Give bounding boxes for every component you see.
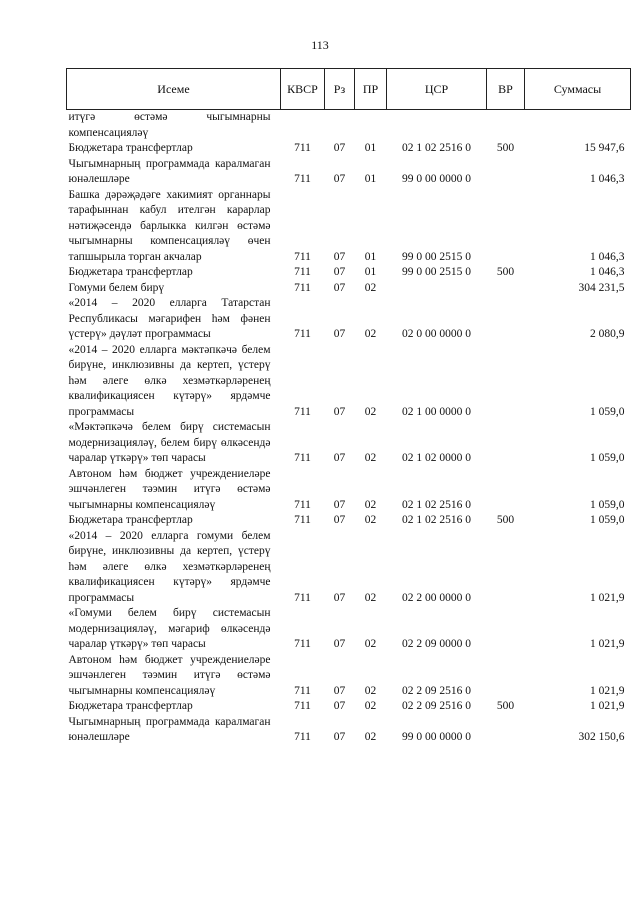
cell-kvsr: 711 bbox=[294, 173, 311, 185]
cell-csr: 99 0 00 2515 0 bbox=[402, 266, 471, 278]
page-number: 113 bbox=[311, 38, 329, 52]
cell-vr: 500 bbox=[496, 142, 515, 154]
cell-rz: 07 bbox=[333, 700, 346, 712]
cell-kvsr: 711 bbox=[294, 591, 311, 604]
cell-pr: 02 bbox=[364, 514, 377, 526]
cell-rz: 07 bbox=[333, 591, 346, 604]
header-pr: ПР bbox=[355, 69, 387, 110]
cell-rz: 07 bbox=[333, 638, 346, 650]
cell-pr bbox=[355, 110, 387, 142]
header-rz: Рз bbox=[325, 69, 355, 110]
table-row bbox=[67, 715, 631, 746]
cell-csr: 02 0 00 0000 0 bbox=[402, 328, 471, 340]
cell-vr bbox=[487, 715, 525, 746]
cell-sum: 1 021,9 bbox=[590, 591, 625, 604]
cell-name: Бюджетара трансфертлар bbox=[68, 700, 193, 712]
cell-pr: 02 bbox=[364, 638, 377, 650]
cell-pr: 02 bbox=[364, 328, 377, 340]
cell-csr: 02 1 02 0000 0 bbox=[402, 452, 471, 464]
cell-kvsr: 711 bbox=[294, 731, 311, 743]
cell-name: Бюджетара трансфертлар bbox=[68, 266, 193, 278]
cell-pr: 01 bbox=[364, 142, 377, 154]
cell-name: Чыгымнарның программада каралмаган юнәлешләре bbox=[68, 715, 271, 743]
cell-csr: 02 1 02 2516 0 bbox=[402, 142, 471, 154]
cell-sum: 1 059,0 bbox=[590, 405, 625, 418]
cell-pr: 01 bbox=[364, 266, 377, 278]
cell-rz: 07 bbox=[333, 328, 346, 340]
cell-vr bbox=[487, 467, 525, 514]
cell-vr bbox=[487, 110, 525, 142]
cell-kvsr: 711 bbox=[294, 250, 311, 263]
cell-kvsr: 711 bbox=[294, 328, 311, 340]
cell-kvsr: 711 bbox=[294, 142, 311, 154]
table-row bbox=[67, 157, 631, 188]
cell-vr bbox=[487, 281, 525, 297]
cell-pr: 01 bbox=[364, 250, 377, 263]
cell-csr: 02 2 00 0000 0 bbox=[402, 591, 471, 604]
cell-rz: 07 bbox=[333, 142, 346, 154]
table-row bbox=[67, 265, 631, 281]
cell-vr bbox=[487, 343, 525, 421]
cell-pr: 02 bbox=[364, 281, 377, 294]
cell-pr: 02 bbox=[364, 591, 377, 604]
header-vr: ВР bbox=[487, 69, 525, 110]
cell-sum: 1 059,0 bbox=[590, 498, 625, 511]
cell-kvsr: 711 bbox=[294, 405, 311, 418]
cell-sum: 1 059,0 bbox=[590, 514, 625, 526]
cell-vr: 500 bbox=[496, 700, 515, 712]
cell-sum: 1 021,9 bbox=[590, 684, 625, 697]
cell-vr bbox=[487, 157, 525, 188]
cell-vr bbox=[487, 653, 525, 700]
cell-rz: 07 bbox=[333, 498, 346, 511]
cell-sum: 304 231,5 bbox=[578, 281, 625, 294]
cell-rz: 07 bbox=[333, 281, 346, 294]
cell-kvsr: 711 bbox=[294, 452, 311, 464]
cell-kvsr: 711 bbox=[294, 638, 311, 650]
cell-vr bbox=[487, 296, 525, 343]
cell-pr: 02 bbox=[364, 684, 377, 697]
cell-name: «Мәктәпкәчә белем бирү системасын модернизацияләү, белем бирү өлкәсендә чаралар үткәрү» төп чарасы bbox=[68, 421, 271, 464]
cell-vr: 500 bbox=[496, 514, 515, 526]
cell-sum: 1 021,9 bbox=[590, 638, 625, 650]
cell-vr bbox=[487, 420, 525, 467]
cell-name: Автоном һәм бюджет учреждениеләре эшчәнлеген тәэмин итүгә өстәмә чыгымнарны компенсацияләү bbox=[68, 467, 271, 511]
table-row bbox=[67, 420, 631, 467]
cell-name: «2014 – 2020 елларга гомуми белем бирүне, инклюзивны да кертеп, үстерү һәм әлеге өлкә хезмәткәрләренең квалификациясен күтәрү» ярдәмче программасы bbox=[68, 529, 271, 604]
header-name: Исеме bbox=[67, 69, 281, 110]
cell-name: Башка дәрәҗәдәге хакимият органнары тарафыннан кабул ителгән карарлар нәтиҗәсендә барлыкка килгән өстәмә чыгымнарны компенсацияләү өчен тапшырыла торган акчалар bbox=[68, 188, 271, 263]
cell-rz: 07 bbox=[333, 250, 346, 263]
table-row bbox=[67, 513, 631, 529]
table-row bbox=[67, 606, 631, 653]
cell-pr: 02 bbox=[364, 498, 377, 511]
cell-rz: 07 bbox=[333, 173, 346, 185]
header-sum: Суммасы bbox=[525, 69, 631, 110]
cell-rz: 07 bbox=[333, 684, 346, 697]
cell-csr: 02 2 09 2516 0 bbox=[402, 700, 471, 712]
cell-kvsr: 711 bbox=[294, 700, 311, 712]
cell-sum bbox=[525, 110, 631, 142]
cell-vr bbox=[487, 188, 525, 266]
cell-csr: 02 1 02 2516 0 bbox=[402, 514, 471, 526]
cell-name: Гомуми белем бирү bbox=[68, 281, 165, 294]
table-row bbox=[67, 467, 631, 514]
table-row bbox=[67, 653, 631, 700]
cell-sum: 1 046,3 bbox=[590, 173, 625, 185]
cell-sum: 1 059,0 bbox=[590, 452, 625, 464]
table-row bbox=[67, 281, 631, 297]
header-csr: ЦСР bbox=[387, 69, 487, 110]
cell-rz: 07 bbox=[333, 452, 346, 464]
cell-sum: 1 046,3 bbox=[590, 266, 625, 278]
cell-name: «2014 – 2020 елларга Татарстан Республикасы мәгарифен һәм фәнен үстерү» дәүләт программасы bbox=[68, 297, 271, 340]
cell-csr: 99 0 00 0000 0 bbox=[402, 173, 471, 185]
cell-csr: 02 2 09 0000 0 bbox=[402, 638, 471, 650]
cell-kvsr: 711 bbox=[294, 514, 311, 526]
cell-name: «2014 – 2020 елларга мәктәпкәчә белем бирүне, инклюзивны да кертеп, үстерү һәм әлеге өлкә хезмәткәрләренең квалификациясен күтәрү» ярдәмче программасы bbox=[68, 343, 271, 418]
cell-pr: 02 bbox=[364, 700, 377, 712]
header-kvsr: КВСР bbox=[281, 69, 325, 110]
cell-rz: 07 bbox=[333, 266, 346, 278]
cell-kvsr: 711 bbox=[294, 498, 311, 511]
cell-pr: 02 bbox=[364, 405, 377, 418]
table-row bbox=[67, 188, 631, 266]
table-row bbox=[67, 296, 631, 343]
cell-rz: 07 bbox=[333, 405, 346, 418]
cell-sum: 15 947,6 bbox=[584, 142, 625, 154]
cell-name: Автоном һәм бюджет учреждениеләре эшчәнлеген тәэмин итүгә өстәмә чыгымнарны компенсацияләү bbox=[68, 653, 271, 697]
table-row bbox=[67, 699, 631, 715]
cell-csr: 99 0 00 2515 0 bbox=[402, 250, 471, 263]
cell-name: «Гомуми белем бирү системасын модернизацияләү, мәгариф өлкәсендә чаралар үткәрү» төп чарасы bbox=[68, 607, 271, 650]
table-row bbox=[67, 110, 631, 142]
cell-kvsr: 711 bbox=[294, 684, 311, 697]
cell-csr: 99 0 00 0000 0 bbox=[402, 731, 471, 743]
cell-csr: 02 1 00 0000 0 bbox=[402, 405, 471, 418]
cell-rz bbox=[325, 110, 355, 142]
cell-pr: 01 bbox=[364, 173, 377, 185]
cell-name: Чыгымнарның программада каралмаган юнәлешләре bbox=[68, 157, 271, 185]
cell-rz: 07 bbox=[333, 731, 346, 743]
cell-vr bbox=[487, 606, 525, 653]
cell-rz: 07 bbox=[333, 514, 346, 526]
cell-vr: 500 bbox=[496, 266, 515, 278]
cell-kvsr: 711 bbox=[294, 266, 311, 278]
budget-table bbox=[66, 68, 631, 746]
cell-csr: 02 1 02 2516 0 bbox=[402, 498, 471, 511]
table-header-row bbox=[67, 69, 631, 110]
table-row bbox=[67, 529, 631, 607]
cell-pr: 02 bbox=[364, 731, 377, 743]
table-row bbox=[67, 141, 631, 157]
cell-csr: 02 2 09 2516 0 bbox=[402, 684, 471, 697]
cell-name: Бюджетара трансфертлар bbox=[68, 142, 193, 154]
cell-name: итүгә өстәмә чыгымнарны компенсацияләү bbox=[68, 111, 271, 139]
cell-sum: 1 021,9 bbox=[590, 700, 625, 712]
table-row bbox=[67, 343, 631, 421]
cell-pr: 02 bbox=[364, 452, 377, 464]
cell-kvsr: 711 bbox=[294, 281, 311, 294]
cell-sum: 1 046,3 bbox=[590, 250, 625, 263]
cell-name: Бюджетара трансфертлар bbox=[68, 514, 193, 526]
cell-sum: 2 080,9 bbox=[590, 328, 625, 340]
cell-sum: 302 150,6 bbox=[578, 731, 625, 743]
cell-vr bbox=[487, 529, 525, 607]
cell-csr bbox=[387, 281, 487, 297]
cell-kvsr bbox=[281, 110, 325, 142]
cell-csr bbox=[387, 110, 487, 142]
